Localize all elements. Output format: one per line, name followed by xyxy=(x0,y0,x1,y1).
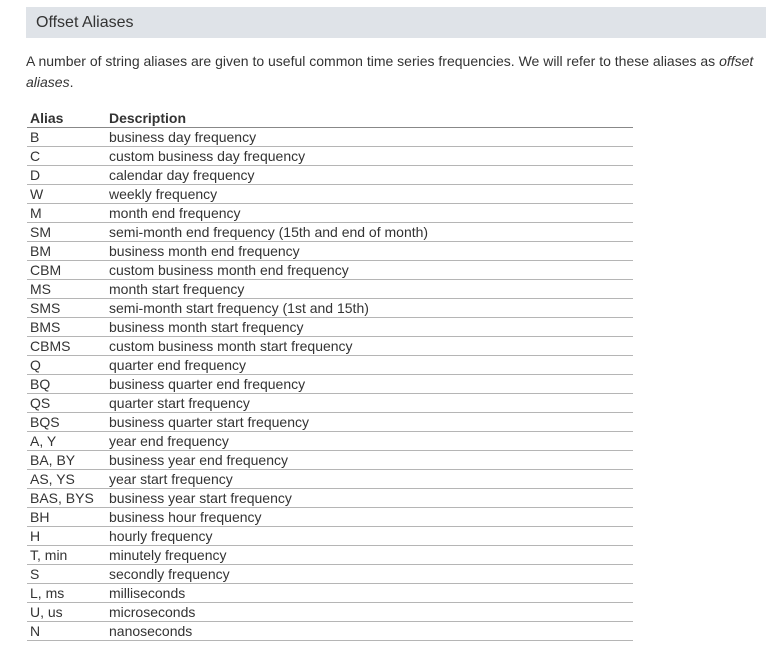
alias-cell: Q xyxy=(27,356,106,375)
table-row xyxy=(27,432,633,451)
table-body xyxy=(27,128,633,641)
table-row xyxy=(27,413,633,432)
table-header-row xyxy=(27,109,633,128)
alias-cell: QS xyxy=(27,394,106,413)
alias-cell: D xyxy=(27,166,106,185)
table-row xyxy=(27,147,633,166)
table-row xyxy=(27,584,633,603)
alias-cell: H xyxy=(27,527,106,546)
alias-cell: S xyxy=(27,565,106,584)
description-cell: semi-month start frequency (1st and 15th) xyxy=(106,299,633,318)
alias-cell: BMS xyxy=(27,318,106,337)
alias-cell: BQ xyxy=(27,375,106,394)
description-cell: microseconds xyxy=(106,603,633,622)
description-cell: custom business day frequency xyxy=(106,147,633,166)
alias-cell: BM xyxy=(27,242,106,261)
description-cell: year end frequency xyxy=(106,432,633,451)
description-cell: business hour frequency xyxy=(106,508,633,527)
description-cell: semi-month end frequency (15th and end of month) xyxy=(106,223,633,242)
table-row xyxy=(27,166,633,185)
table-row xyxy=(27,470,633,489)
description-cell: business month end frequency xyxy=(106,242,633,261)
table-row xyxy=(27,128,633,147)
alias-cell: BH xyxy=(27,508,106,527)
alias-cell: B xyxy=(27,128,106,147)
intro-text-end: . xyxy=(69,74,74,90)
alias-cell: BAS, BYS xyxy=(27,489,106,508)
table-row xyxy=(27,204,633,223)
description-cell: nanoseconds xyxy=(106,622,633,641)
alias-cell: BA, BY xyxy=(27,451,106,470)
description-cell: milliseconds xyxy=(106,584,633,603)
description-cell: custom business month end frequency xyxy=(106,261,633,280)
alias-cell: BQS xyxy=(27,413,106,432)
table-row xyxy=(27,337,633,356)
description-cell: secondly frequency xyxy=(106,565,633,584)
description-cell: business day frequency xyxy=(106,128,633,147)
table-row xyxy=(27,223,633,242)
column-header-description: Description xyxy=(106,109,633,128)
alias-cell: MS xyxy=(27,280,106,299)
description-cell: weekly frequency xyxy=(106,185,633,204)
table-row xyxy=(27,508,633,527)
table-row xyxy=(27,394,633,413)
description-cell: year start frequency xyxy=(106,470,633,489)
table-row xyxy=(27,565,633,584)
intro-paragraph xyxy=(26,51,766,93)
description-cell: hourly frequency xyxy=(106,527,633,546)
offset-aliases-table xyxy=(27,109,633,641)
description-cell: business month start frequency xyxy=(106,318,633,337)
table-row xyxy=(27,185,633,204)
alias-cell: C xyxy=(27,147,106,166)
description-cell: month end frequency xyxy=(106,204,633,223)
section-header xyxy=(26,7,766,38)
alias-cell: CBM xyxy=(27,261,106,280)
alias-cell: SM xyxy=(27,223,106,242)
table-row xyxy=(27,546,633,565)
section-title: Offset Aliases xyxy=(36,13,134,31)
description-cell: business quarter end frequency xyxy=(106,375,633,394)
alias-cell: A, Y xyxy=(27,432,106,451)
description-cell: quarter end frequency xyxy=(106,356,633,375)
description-cell: month start frequency xyxy=(106,280,633,299)
table-row xyxy=(27,375,633,394)
alias-cell: N xyxy=(27,622,106,641)
table-row xyxy=(27,622,633,641)
table-row xyxy=(27,356,633,375)
table-row xyxy=(27,261,633,280)
description-cell: business year start frequency xyxy=(106,489,633,508)
description-cell: custom business month start frequency xyxy=(106,337,633,356)
intro-emphasis: offset aliases xyxy=(26,53,754,90)
table-row xyxy=(27,451,633,470)
alias-cell: T, min xyxy=(27,546,106,565)
description-cell: calendar day frequency xyxy=(106,166,633,185)
column-header-alias: Alias xyxy=(27,109,106,128)
alias-cell: M xyxy=(27,204,106,223)
alias-cell: U, us xyxy=(27,603,106,622)
description-cell: minutely frequency xyxy=(106,546,633,565)
table-row xyxy=(27,527,633,546)
description-cell: business year end frequency xyxy=(106,451,633,470)
table-row xyxy=(27,242,633,261)
table-row xyxy=(27,280,633,299)
alias-cell: CBMS xyxy=(27,337,106,356)
alias-cell: SMS xyxy=(27,299,106,318)
table-row xyxy=(27,489,633,508)
alias-cell: W xyxy=(27,185,106,204)
table-row xyxy=(27,603,633,622)
table-row xyxy=(27,318,633,337)
description-cell: business quarter start frequency xyxy=(106,413,633,432)
table-row xyxy=(27,299,633,318)
alias-cell: AS, YS xyxy=(27,470,106,489)
description-cell: quarter start frequency xyxy=(106,394,633,413)
intro-text: A number of string aliases are given to useful common time series frequencies. We will refer to these aliases as xyxy=(26,53,720,69)
alias-cell: L, ms xyxy=(27,584,106,603)
